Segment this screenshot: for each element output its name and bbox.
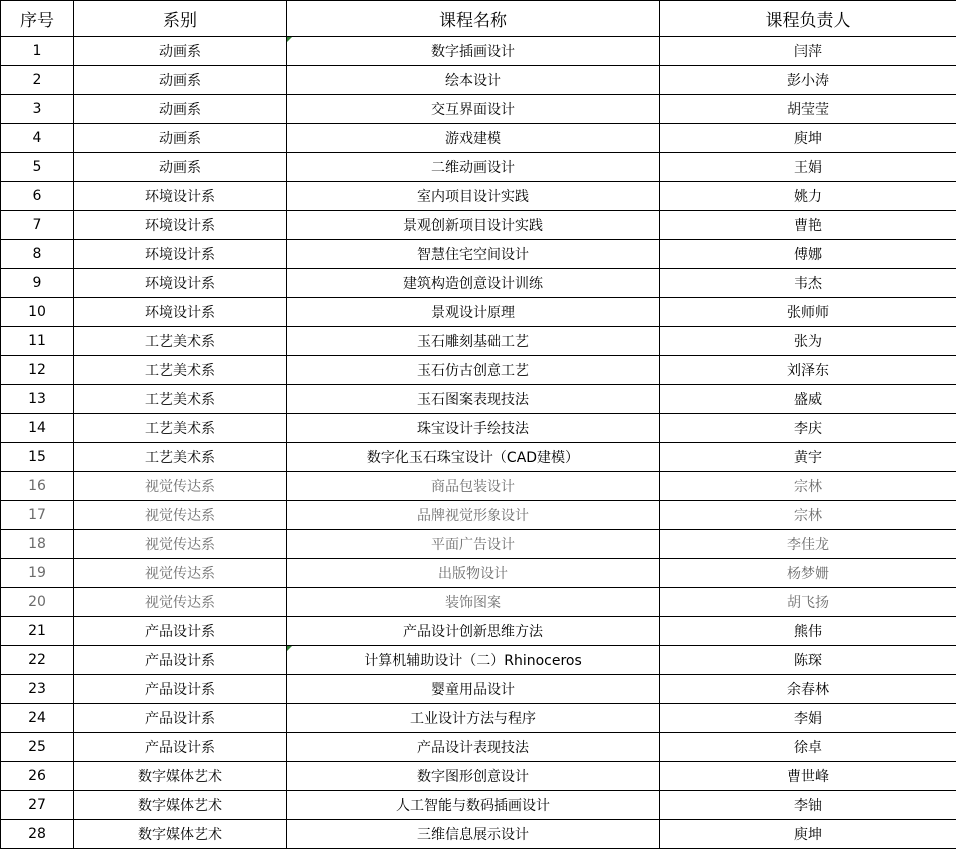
row-owner: 彭小涛 <box>660 66 956 95</box>
row-course: 工业设计方法与程序 <box>287 704 660 733</box>
row-course: 交互界面设计 <box>287 95 660 124</box>
row-department: 视觉传达系 <box>74 588 287 617</box>
row-owner: 张为 <box>660 327 956 356</box>
row-department: 工艺美术系 <box>74 443 287 472</box>
row-owner: 刘泽东 <box>660 356 956 385</box>
row-course: 人工智能与数码插画设计 <box>287 791 660 820</box>
table-row <box>1 269 956 298</box>
row-department: 产品设计系 <box>74 675 287 704</box>
header-owner: 课程负责人 <box>660 1 956 37</box>
row-index: 23 <box>1 675 74 704</box>
row-department: 工艺美术系 <box>74 356 287 385</box>
row-course: 平面广告设计 <box>287 530 660 559</box>
row-department: 工艺美术系 <box>74 327 287 356</box>
row-index: 14 <box>1 414 74 443</box>
table-row <box>1 298 956 327</box>
row-course: 二维动画设计 <box>287 153 660 182</box>
row-owner: 陈琛 <box>660 646 956 675</box>
row-owner: 闫萍 <box>660 37 956 66</box>
row-index: 21 <box>1 617 74 646</box>
row-index: 13 <box>1 385 74 414</box>
row-department: 产品设计系 <box>74 733 287 762</box>
table-row <box>1 414 956 443</box>
row-course: 数字图形创意设计 <box>287 762 660 791</box>
row-course: 出版物设计 <box>287 559 660 588</box>
table-row <box>1 530 956 559</box>
table-row <box>1 240 956 269</box>
row-owner: 李佳龙 <box>660 530 956 559</box>
row-department: 环境设计系 <box>74 211 287 240</box>
header-course: 课程名称 <box>287 1 660 37</box>
row-index: 10 <box>1 298 74 327</box>
row-course: 珠宝设计手绘技法 <box>287 414 660 443</box>
row-department: 动画系 <box>74 37 287 66</box>
table-row <box>1 385 956 414</box>
row-department: 动画系 <box>74 153 287 182</box>
row-index: 6 <box>1 182 74 211</box>
row-owner: 宗林 <box>660 501 956 530</box>
row-course: 游戏建模 <box>287 124 660 153</box>
table-row <box>1 66 956 95</box>
row-course: 产品设计表现技法 <box>287 733 660 762</box>
row-index: 18 <box>1 530 74 559</box>
row-owner: 徐卓 <box>660 733 956 762</box>
row-course: 绘本设计 <box>287 66 660 95</box>
table-row <box>1 356 956 385</box>
row-index: 15 <box>1 443 74 472</box>
table-row <box>1 588 956 617</box>
row-owner: 余春林 <box>660 675 956 704</box>
row-owner: 李庆 <box>660 414 956 443</box>
header-department: 系别 <box>74 1 287 37</box>
row-course: 建筑构造创意设计训练 <box>287 269 660 298</box>
row-course: 装饰图案 <box>287 588 660 617</box>
table-row <box>1 211 956 240</box>
row-index: 5 <box>1 153 74 182</box>
row-department: 动画系 <box>74 124 287 153</box>
row-index: 25 <box>1 733 74 762</box>
row-owner: 王娟 <box>660 153 956 182</box>
row-owner: 韦杰 <box>660 269 956 298</box>
row-index: 11 <box>1 327 74 356</box>
row-index: 2 <box>1 66 74 95</box>
row-course: 数字插画设计 <box>287 37 660 66</box>
row-department: 视觉传达系 <box>74 472 287 501</box>
row-course: 玉石图案表现技法 <box>287 385 660 414</box>
row-owner: 曹艳 <box>660 211 956 240</box>
row-index: 16 <box>1 472 74 501</box>
row-department: 数字媒体艺术 <box>74 791 287 820</box>
row-owner: 黄宇 <box>660 443 956 472</box>
row-owner: 熊伟 <box>660 617 956 646</box>
row-owner: 胡飞扬 <box>660 588 956 617</box>
row-department: 视觉传达系 <box>74 501 287 530</box>
row-owner: 李铀 <box>660 791 956 820</box>
row-index: 4 <box>1 124 74 153</box>
row-index: 1 <box>1 37 74 66</box>
row-department: 动画系 <box>74 66 287 95</box>
header-index: 序号 <box>1 1 74 37</box>
row-owner: 宗林 <box>660 472 956 501</box>
row-course: 景观创新项目设计实践 <box>287 211 660 240</box>
row-index: 9 <box>1 269 74 298</box>
row-department: 环境设计系 <box>74 269 287 298</box>
table-row <box>1 791 956 820</box>
row-course: 商品包装设计 <box>287 472 660 501</box>
row-department: 数字媒体艺术 <box>74 820 287 849</box>
row-course: 产品设计创新思维方法 <box>287 617 660 646</box>
row-owner: 庾坤 <box>660 124 956 153</box>
row-owner: 李娟 <box>660 704 956 733</box>
row-owner: 张师师 <box>660 298 956 327</box>
row-course: 婴童用品设计 <box>287 675 660 704</box>
row-owner: 姚力 <box>660 182 956 211</box>
row-index: 3 <box>1 95 74 124</box>
row-index: 20 <box>1 588 74 617</box>
table-row <box>1 37 956 66</box>
row-department: 数字媒体艺术 <box>74 762 287 791</box>
table-row <box>1 124 956 153</box>
row-course: 室内项目设计实践 <box>287 182 660 211</box>
table-row <box>1 704 956 733</box>
table-row <box>1 762 956 791</box>
row-course: 数字化玉石珠宝设计（CAD建模） <box>287 443 660 472</box>
row-index: 22 <box>1 646 74 675</box>
row-course: 玉石仿古创意工艺 <box>287 356 660 385</box>
table-row <box>1 675 956 704</box>
row-index: 19 <box>1 559 74 588</box>
row-department: 产品设计系 <box>74 646 287 675</box>
row-department: 环境设计系 <box>74 298 287 327</box>
table-row <box>1 501 956 530</box>
row-department: 动画系 <box>74 95 287 124</box>
row-course: 玉石雕刻基础工艺 <box>287 327 660 356</box>
row-index: 28 <box>1 820 74 849</box>
row-course: 三维信息展示设计 <box>287 820 660 849</box>
table-row <box>1 443 956 472</box>
table-row <box>1 559 956 588</box>
table-row <box>1 472 956 501</box>
row-index: 8 <box>1 240 74 269</box>
table-row <box>1 733 956 762</box>
row-department: 视觉传达系 <box>74 559 287 588</box>
row-index: 17 <box>1 501 74 530</box>
row-index: 12 <box>1 356 74 385</box>
row-course: 景观设计原理 <box>287 298 660 327</box>
row-index: 24 <box>1 704 74 733</box>
row-index: 7 <box>1 211 74 240</box>
row-owner: 庾坤 <box>660 820 956 849</box>
row-department: 产品设计系 <box>74 617 287 646</box>
row-owner: 傅娜 <box>660 240 956 269</box>
row-department: 产品设计系 <box>74 704 287 733</box>
row-owner: 杨梦姗 <box>660 559 956 588</box>
row-owner: 曹世峰 <box>660 762 956 791</box>
table-row <box>1 95 956 124</box>
table-row <box>1 327 956 356</box>
row-department: 视觉传达系 <box>74 530 287 559</box>
row-index: 26 <box>1 762 74 791</box>
row-course: 智慧住宅空间设计 <box>287 240 660 269</box>
row-department: 工艺美术系 <box>74 385 287 414</box>
table-row <box>1 646 956 675</box>
table-body <box>1 37 956 849</box>
row-course: 品牌视觉形象设计 <box>287 501 660 530</box>
header-row <box>1 1 956 37</box>
row-department: 工艺美术系 <box>74 414 287 443</box>
row-department: 环境设计系 <box>74 182 287 211</box>
table-row <box>1 820 956 849</box>
row-course: 计算机辅助设计（二）Rhinoceros <box>287 646 660 675</box>
table-row <box>1 153 956 182</box>
table-row <box>1 617 956 646</box>
row-owner: 胡莹莹 <box>660 95 956 124</box>
row-department: 环境设计系 <box>74 240 287 269</box>
row-index: 27 <box>1 791 74 820</box>
row-owner: 盛威 <box>660 385 956 414</box>
table-row <box>1 182 956 211</box>
